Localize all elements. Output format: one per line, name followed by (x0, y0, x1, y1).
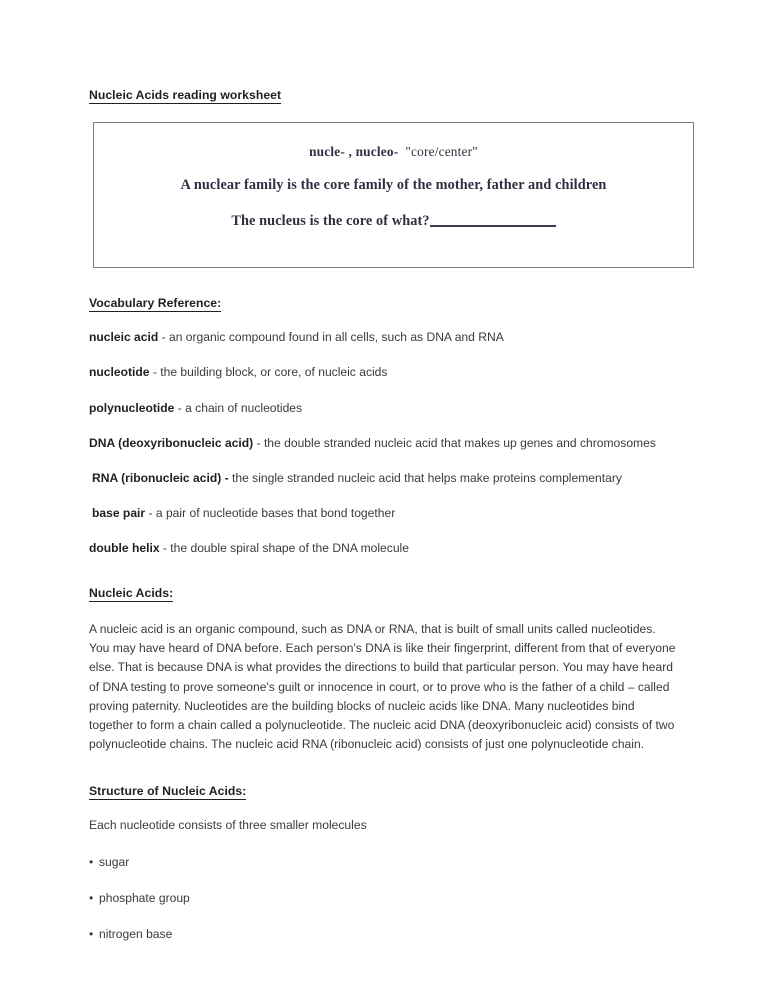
list-item (89, 891, 695, 906)
vocabulary-definition: the single stranded nucleic acid that helps make proteins complementary (228, 470, 622, 485)
vocabulary-definition: - an organic compound found in all cells, such as DNA and RNA (158, 330, 504, 345)
word-root-definition-box (93, 122, 694, 268)
structure-heading (89, 784, 695, 799)
vocabulary-term: nucleic acid (89, 330, 159, 345)
answer-blank[interactable] (430, 225, 556, 227)
question-line (94, 213, 693, 230)
vocabulary-term: double helix (89, 540, 160, 555)
vocabulary-term: nucleotide (89, 365, 150, 380)
vocabulary-definition: - a chain of nucleotides (174, 400, 303, 415)
page-content (89, 88, 695, 942)
page-title (89, 88, 695, 103)
vocabulary-item (89, 330, 695, 345)
root-term-line (94, 144, 693, 160)
vocabulary-definition: - the double stranded nucleic acid that makes up genes and chromosomes (253, 435, 656, 450)
vocabulary-term: DNA (deoxyribonucleic acid) (89, 435, 254, 450)
structure-bullet-list (89, 855, 695, 942)
root-term-text: nucle- , nucleo- (309, 143, 399, 159)
list-item-label: sugar (99, 854, 130, 869)
structure-heading-text: Structure of Nucleic Acids: (89, 783, 247, 798)
vocabulary-item (89, 471, 695, 486)
bullet-icon: • (89, 890, 94, 905)
bullet-icon: • (89, 926, 94, 941)
list-item-label: nitrogen base (99, 926, 173, 941)
vocabulary-definition: - the double spiral shape of the DNA molecule (159, 540, 409, 555)
page-title-text: Nucleic Acids reading worksheet (89, 88, 282, 102)
bullet-icon: • (89, 854, 94, 869)
vocabulary-item (89, 436, 695, 451)
vocabulary-heading (89, 296, 695, 311)
vocabulary-definition: - the building block, or core, of nucleic acids (149, 365, 388, 380)
vocabulary-item (89, 506, 695, 521)
question-text: The nucleus is the core of what? (231, 212, 430, 229)
list-item (89, 927, 695, 942)
nucleic-acids-paragraph: A nucleic acid is an organic compound, such as DNA or RNA, that is built of small units called nucleotides. You may have heard of DNA before. Each person's DNA is like their fingerprint, different from that of everyone else. That is because DNA is what provides the directions to build that particular person. You may have heard of DNA testing to prove someone's guilt or innocence in court, or to prove who is the father of a child – called proving paternity. Nucleotides are the building blocks of nucleic acids like DNA. Many nucleotides bind together to form a chain called a polynucleotide. The nucleic acid DNA (deoxyribonucleic acid) consists of two polynucleotide chains. The nucleic acid RNA (ribonucleic acid) consists of just one polynucleotide chain. (89, 621, 676, 752)
vocabulary-list (89, 330, 695, 556)
example-sentence-line: A nuclear family is the core family of the mother, father and children (180, 176, 607, 193)
vocabulary-heading-text: Vocabulary Reference: (89, 295, 222, 310)
vocabulary-term: RNA (ribonucleic acid) - (92, 470, 229, 485)
nucleic-acids-heading-text: Nucleic Acids: (89, 586, 174, 601)
vocabulary-term: base pair (92, 505, 146, 520)
vocabulary-term: polynucleotide (89, 400, 175, 415)
root-gloss-text: "core/center" (405, 143, 478, 159)
list-item-label: phosphate group (99, 890, 190, 905)
vocabulary-item (89, 365, 695, 380)
vocabulary-item (89, 401, 695, 416)
vocabulary-definition: - a pair of nucleotide bases that bond together (145, 505, 396, 520)
vocabulary-item (89, 541, 695, 556)
structure-lead-in: Each nucleotide consists of three smaller molecules (89, 818, 367, 833)
list-item (89, 855, 695, 870)
nucleic-acids-heading (89, 586, 695, 601)
